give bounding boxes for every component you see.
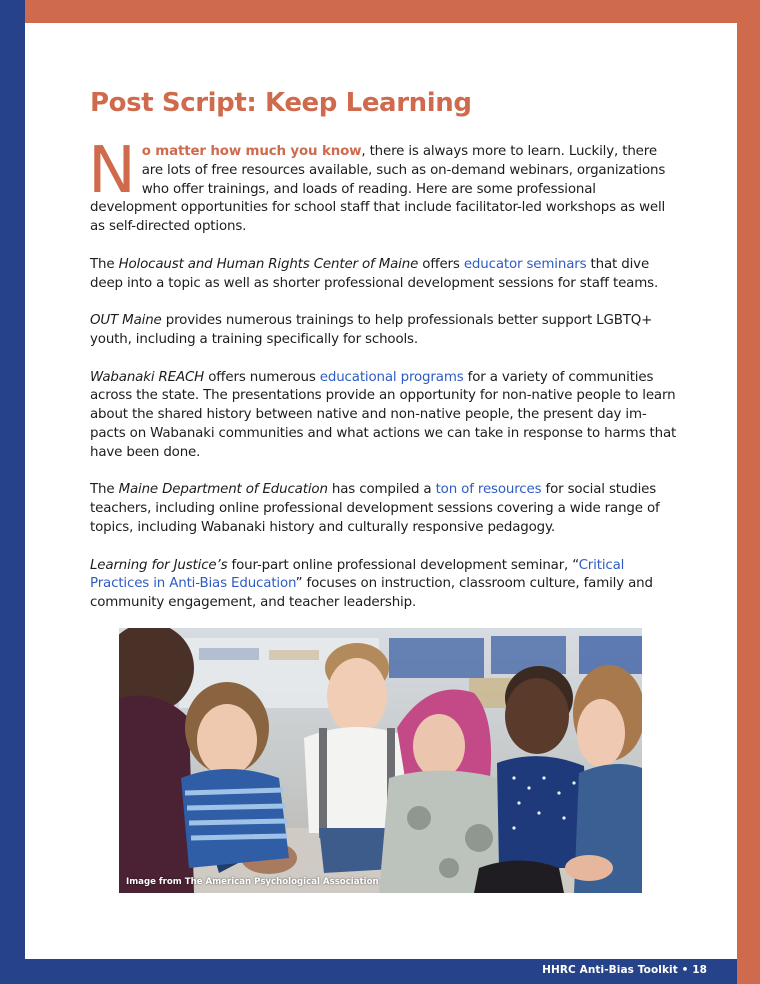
children-photo-illustration [119,628,642,893]
paragraph-learning-for-justice [90,557,680,613]
drop-cap: N [88,134,136,208]
intro-lead: o matter how much you know [141,144,362,159]
org-name-learning-for-justice: Learning for Justice’s [90,557,228,573]
org-name-hhrc: Holocaust and Human Rights Center of Maine [118,256,419,272]
org-name-maine-doe: Maine Department of Education [118,482,328,498]
photo-caption: Image from The American Psychological Association [126,877,379,887]
body-content [88,134,680,632]
text: provides numerous trainings to help professionals better support LGBTQ+ youth, including a training specifically for schools. [90,313,653,347]
text: has compiled a [327,482,436,498]
critical-practices-link[interactable]: Critical Practices in Anti-Bias Education [90,557,625,592]
left-border-bar [0,0,25,984]
text: offers [418,256,464,272]
educator-seminars-link[interactable]: educator seminars [463,256,587,272]
text: offers numerous [204,369,320,385]
footer-bar [25,959,737,984]
ton-of-resources-link[interactable]: ton of resources [435,482,542,498]
educational-programs-link[interactable]: educational programs [319,369,464,385]
children-photo [119,628,642,893]
org-name-out-maine: OUT Maine [90,313,162,329]
paragraph-wabanaki-reach [90,369,680,463]
text: for a variety of communities across the state. The presentations provide an opportunity for non-native people to learn about the shared history between native and non-native people, the present day im-pacts on Wabanaki communities and what actions we can take in response to harms that have been done. [90,369,677,460]
text: ” focuses on instruction, classroom culture, family and community engagement, and teacher leadership. [90,576,653,611]
text: The [90,482,119,498]
org-name-wabanaki-reach: Wabanaki REACH [90,369,205,385]
intro-text: , there is always more to learn. Luckily, there are lots of free resources available, such as on-demand webinars, organizations who offer trainings, and loads of reading. Here are some professional development opportunities for school staff that include facilitator-led workshops as well as self-directed options. [90,144,666,235]
footer-page-label: HHRC Anti-Bias Toolkit • 18 [542,964,707,976]
paragraph-maine-doe [90,481,680,537]
text: The [90,256,119,272]
right-border-bar [737,23,760,984]
text: for social studies teachers, including online professional development sessions covering a wide range of topics, including Wabanaki history and culturally responsive pedagogy. [90,482,660,535]
paragraph-out-maine [90,312,680,350]
page-title: Post Script: Keep Learning [90,88,472,118]
top-border-bar [25,0,760,23]
intro-paragraph [88,134,680,237]
paragraph-hhrc [90,256,680,294]
text: four-part online professional development seminar, “ [227,557,579,573]
text: that dive deep into a topic as well as shorter professional development sessions for staff teams. [90,256,659,291]
